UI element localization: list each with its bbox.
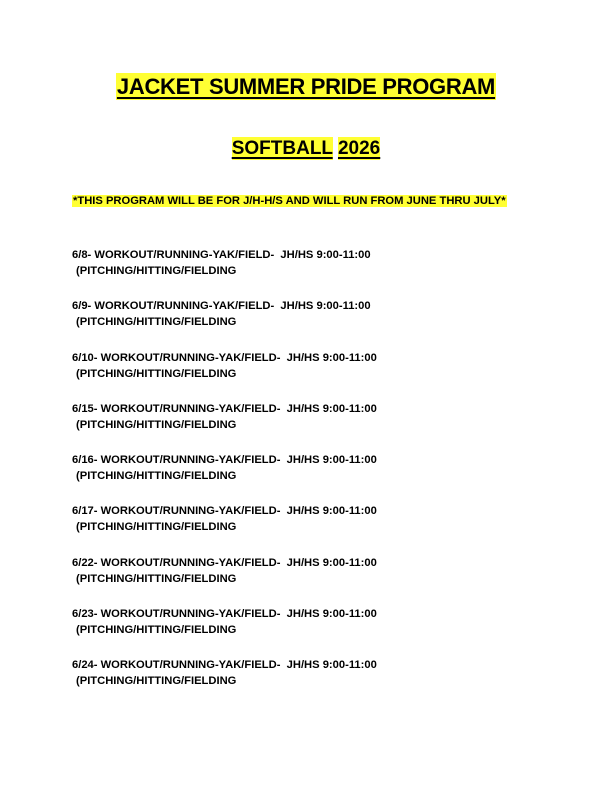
program-notice: *THIS PROGRAM WILL BE FOR J/H-H/S AND WILL RUN FROM JUNE THRU JULY* <box>73 195 506 207</box>
page-title-text: JACKET SUMMER PRIDE PROGRAM <box>116 74 496 99</box>
schedule-entry-line1: 6/17- WORKOUT/RUNNING-YAK/FIELD- JH/HS 9:00-11:00 <box>72 505 377 518</box>
schedule-entry <box>72 298 542 349</box>
schedule-entry-line1: 6/24- WORKOUT/RUNNING-YAK/FIELD- JH/HS 9:00-11:00 <box>72 659 377 672</box>
schedule-entry-line1: 6/9- WORKOUT/RUNNING-YAK/FIELD- JH/HS 9:00-11:00 <box>72 300 371 313</box>
schedule-entry-line2: (PITCHING/HITTING/FIELDING <box>76 470 237 483</box>
schedule-entry <box>72 401 542 452</box>
schedule-entry-line2: (PITCHING/HITTING/FIELDING <box>76 572 237 585</box>
schedule-entry-line2: (PITCHING/HITTING/FIELDING <box>76 316 237 329</box>
subtitle-year: 2026 <box>337 138 381 159</box>
schedule-entry <box>72 657 542 708</box>
schedule-entry <box>72 503 542 554</box>
schedule-entry-line1: 6/23- WORKOUT/RUNNING-YAK/FIELD- JH/HS 9:00-11:00 <box>72 608 377 621</box>
schedule-entry-line2: (PITCHING/HITTING/FIELDING <box>76 521 237 534</box>
page-subtitle <box>0 138 612 160</box>
schedule-entry <box>72 555 542 606</box>
schedule-entry-line1: 6/10- WORKOUT/RUNNING-YAK/FIELD- JH/HS 9:00-11:00 <box>72 351 377 364</box>
schedule-entry <box>72 350 542 401</box>
schedule-entry-line2: (PITCHING/HITTING/FIELDING <box>76 418 237 431</box>
subtitle-sport: SOFTBALL <box>231 138 333 159</box>
schedule-entry-line2: (PITCHING/HITTING/FIELDING <box>76 624 237 637</box>
schedule-entry <box>72 452 542 503</box>
schedule-entry-line1: 6/15- WORKOUT/RUNNING-YAK/FIELD- JH/HS 9:00-11:00 <box>72 402 377 415</box>
schedule-entry-line1: 6/8- WORKOUT/RUNNING-YAK/FIELD- JH/HS 9:00-11:00 <box>72 249 371 261</box>
page-title <box>0 74 612 100</box>
schedule-entry-line2: (PITCHING/HITTING/FIELDING <box>76 675 237 688</box>
schedule-entry-line1: 6/22- WORKOUT/RUNNING-YAK/FIELD- JH/HS 9:00-11:00 <box>72 556 377 569</box>
schedule-entry <box>72 606 542 657</box>
schedule-entry-line2: (PITCHING/HITTING/FIELDING <box>76 265 237 277</box>
schedule-entry-line1: 6/16- WORKOUT/RUNNING-YAK/FIELD- JH/HS 9:00-11:00 <box>72 454 377 467</box>
schedule-entry <box>72 247 542 298</box>
schedule-list <box>72 247 542 709</box>
schedule-entry-line2: (PITCHING/HITTING/FIELDING <box>76 367 237 380</box>
